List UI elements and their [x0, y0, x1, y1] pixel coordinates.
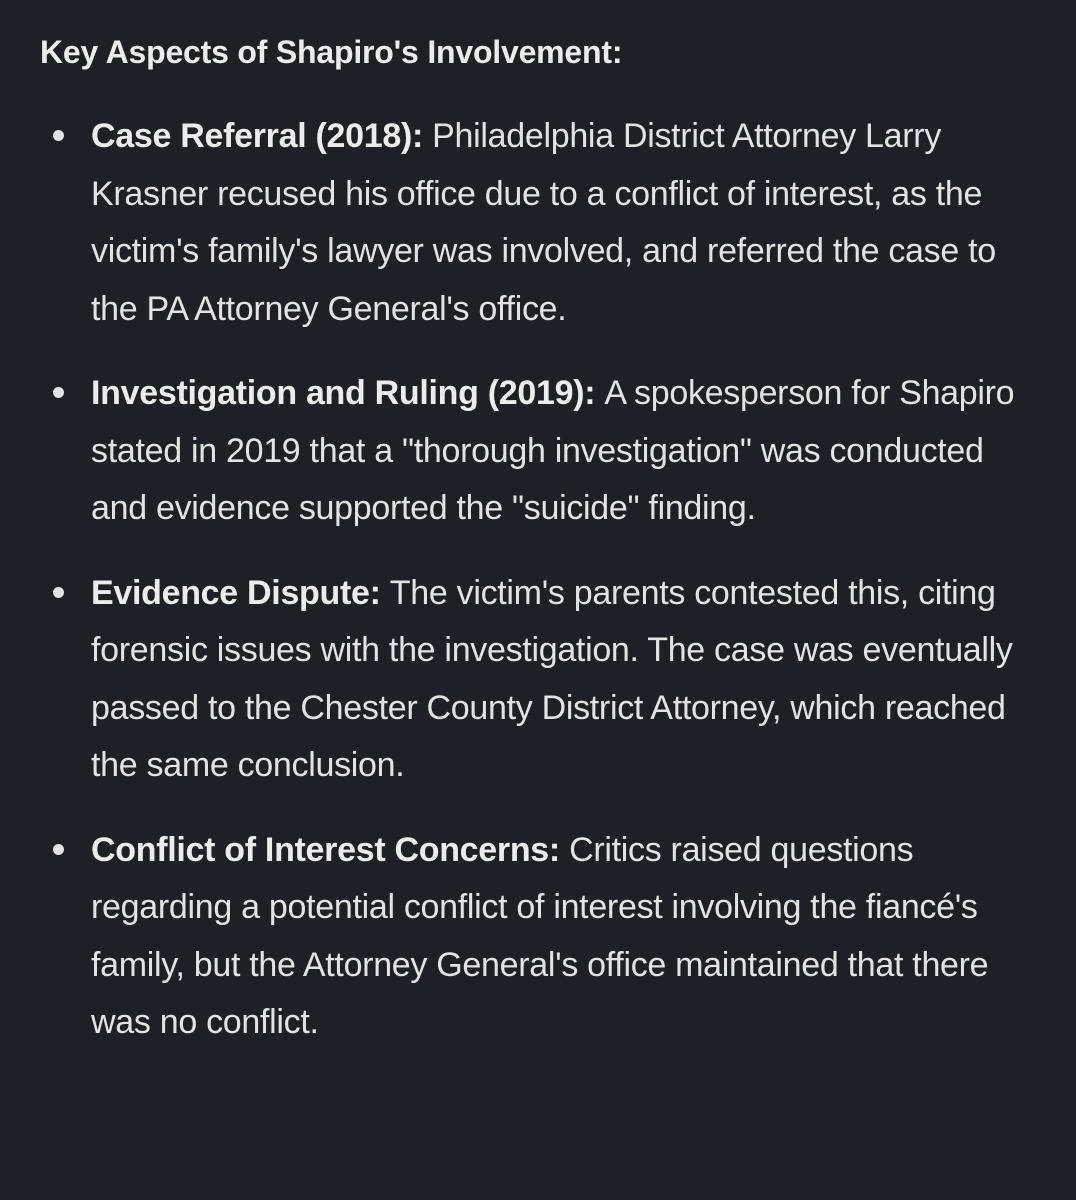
list-item-investigation-ruling [40, 365, 1036, 538]
bullet-icon [53, 844, 64, 855]
list-item-text: Philadelphia District Attorney Larry Krasner recused his office due to a conflict of interest, as the victim's family's lawyer was involved, and referred the case to the PA Attorney General's office. [91, 117, 996, 328]
list-item-title: Investigation and Ruling (2019): [91, 374, 605, 412]
section-heading: Key Aspects of Shapiro's Involvement: [40, 34, 623, 70]
bullet-icon [53, 587, 64, 598]
list-item-case-referral [40, 108, 1036, 338]
bullet-icon [53, 387, 64, 398]
list-item-title: Conflict of Interest Concerns: [91, 830, 570, 869]
list-item-conflict-concerns [40, 822, 1036, 1052]
list-item-text: The victim's parents contested this, citing forensic issues with the investigation. The case was eventually passed to the Chester County District Attorney, which reached the same conclusion. [91, 573, 1013, 784]
list-item-evidence-dispute [40, 565, 1036, 795]
list-item-text: A spokesperson for Shapiro stated in 2019 that a "thorough investigation" was conducted and evidence supported the "suicide" finding. [91, 374, 1015, 527]
list-item-title: Case Referral (2018): [91, 117, 433, 155]
bullet-list [40, 108, 1036, 1052]
list-item-title: Evidence Dispute: [91, 573, 390, 612]
list-item-text: Critics raised questions regarding a potential conflict of interest involving the fiancé's family, but the Attorney General's office maintained that there was no conflict. [91, 830, 989, 1041]
bullet-icon [53, 130, 64, 141]
